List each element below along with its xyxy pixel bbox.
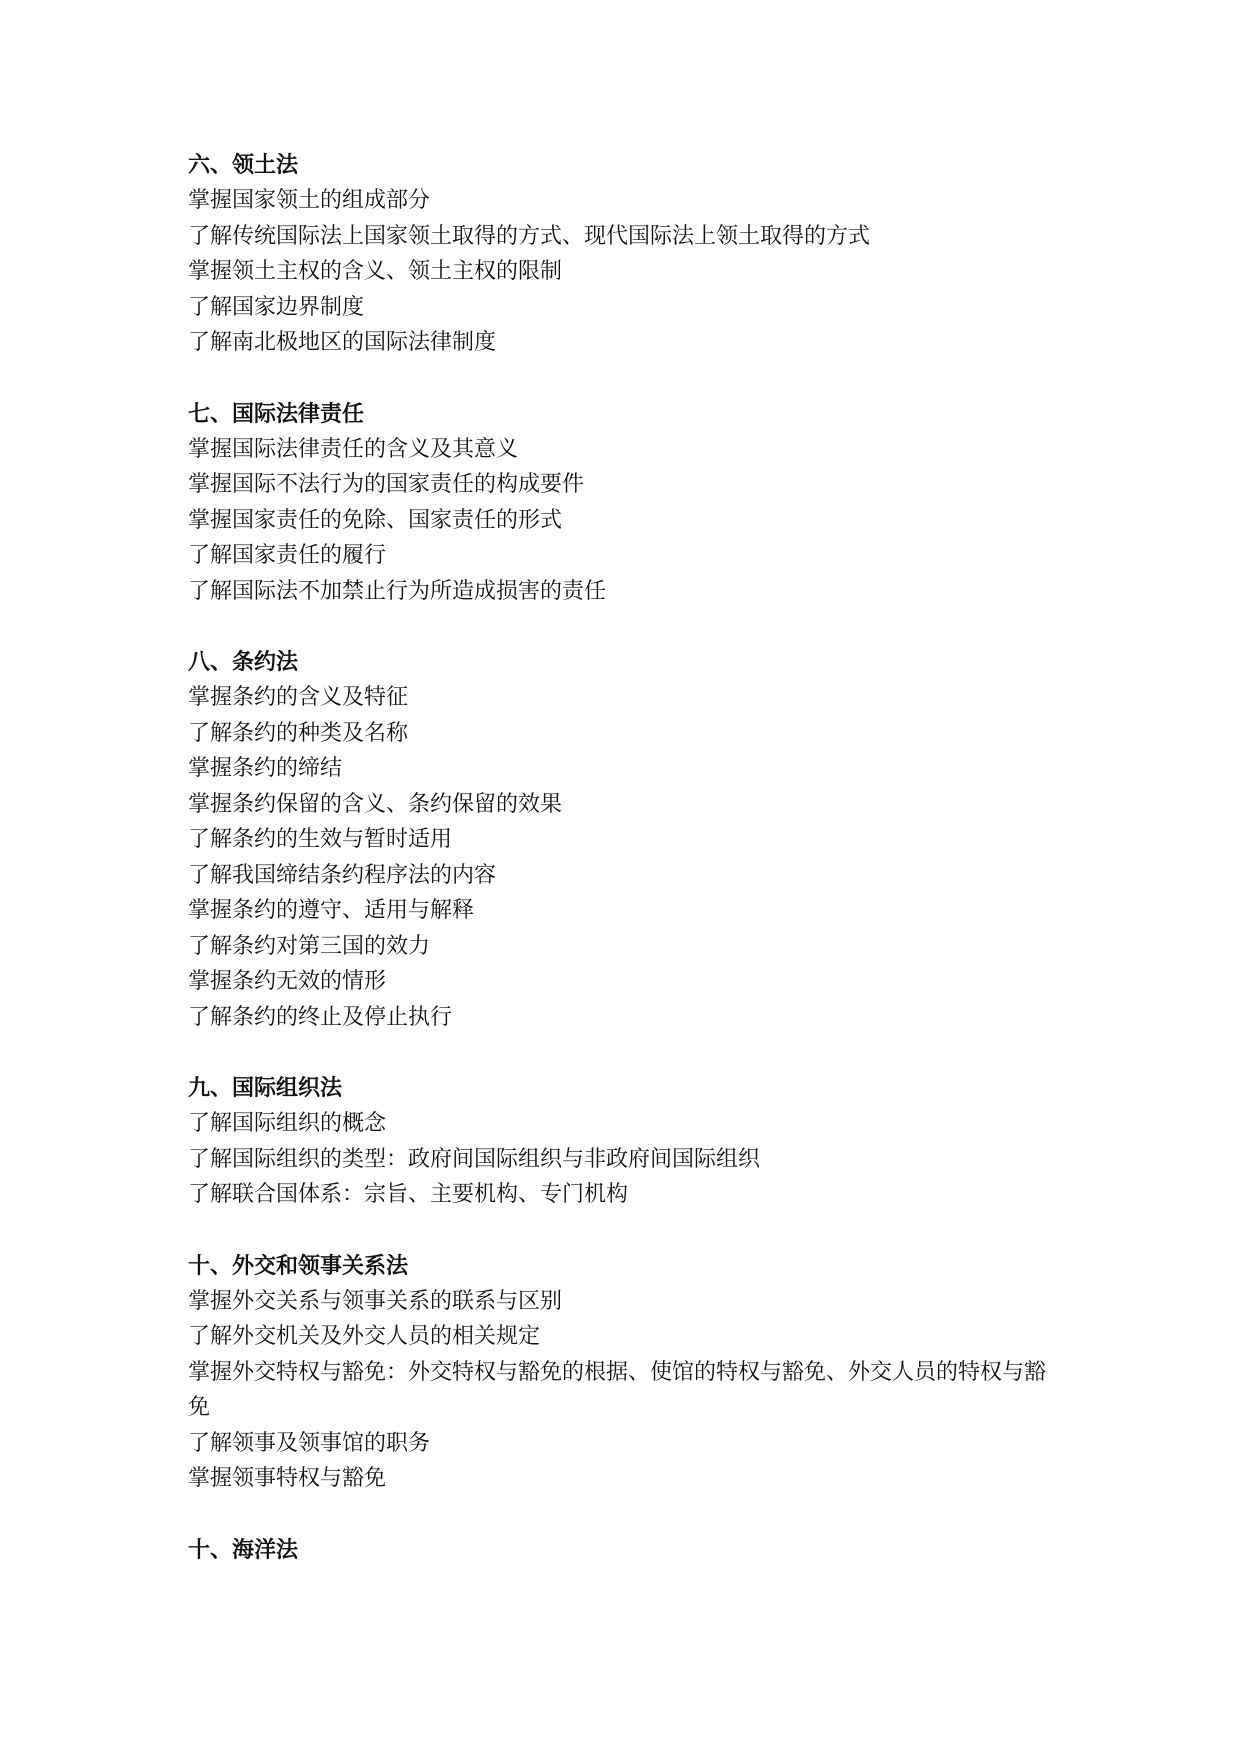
list-item: 了解条约的种类及名称 xyxy=(188,720,409,746)
list-item: 了解领事及领事馆的职务 xyxy=(188,1430,431,1456)
section-heading: 九、国际组织法 xyxy=(188,1076,343,1101)
list-item: 掌握国家责任的免除、国家责任的形式 xyxy=(188,507,563,533)
list-item: 了解国家边界制度 xyxy=(188,294,365,320)
list-item: 掌握条约的缔结 xyxy=(188,756,343,781)
list-item: 掌握外交关系与领事关系的联系与区别 xyxy=(188,1288,563,1314)
list-item: 了解我国缔结条约程序法的内容 xyxy=(188,862,497,888)
section-heading: 十、海洋法 xyxy=(188,1537,299,1563)
section-law-of-the-sea xyxy=(188,1533,1088,1568)
list-item: 掌握外交特权与豁免：外交特权与豁免的根据、使馆的特权与豁免、外交人员的特权与豁免 xyxy=(188,1359,1047,1420)
list-item: 了解条约的生效与暂时适用 xyxy=(188,827,453,852)
list-item: 了解传统国际法上国家领土取得的方式、现代国际法上领土取得的方式 xyxy=(188,223,871,249)
document-page xyxy=(188,148,1088,1604)
section-international-legal-responsibility xyxy=(188,397,1088,610)
list-item: 掌握国家领土的组成部分 xyxy=(188,188,431,213)
list-item: 了解条约的终止及停止执行 xyxy=(188,1004,453,1030)
list-item: 掌握领土主权的含义、领土主权的限制 xyxy=(188,259,563,284)
list-item: 了解国际组织的类型：政府间国际组织与非政府间国际组织 xyxy=(188,1146,761,1172)
section-diplomatic-consular-law xyxy=(188,1249,1088,1497)
list-item: 了解国家责任的履行 xyxy=(188,543,387,568)
section-territory-law xyxy=(188,148,1088,361)
list-item: 了解外交机关及外交人员的相关规定 xyxy=(188,1324,541,1349)
list-item: 掌握条约无效的情形 xyxy=(188,969,387,994)
section-heading: 八、条约法 xyxy=(188,650,299,675)
list-item: 掌握条约的含义及特征 xyxy=(188,685,409,710)
list-item: 掌握领事特权与豁免 xyxy=(188,1466,387,1491)
list-item: 了解国际组织的概念 xyxy=(188,1111,387,1136)
section-treaty-law xyxy=(188,645,1088,1035)
list-item: 掌握条约的遵守、适用与解释 xyxy=(188,898,475,923)
list-item: 了解国际法不加禁止行为所造成损害的责任 xyxy=(188,578,607,604)
section-international-organization-law xyxy=(188,1071,1088,1213)
section-heading: 六、领土法 xyxy=(188,153,299,178)
section-heading: 十、外交和领事关系法 xyxy=(188,1253,409,1279)
list-item: 掌握条约保留的含义、条约保留的效果 xyxy=(188,791,563,817)
list-item: 掌握国际法律责任的含义及其意义 xyxy=(188,436,519,462)
list-item: 了解南北极地区的国际法律制度 xyxy=(188,330,497,355)
list-item: 了解联合国体系：宗旨、主要机构、专门机构 xyxy=(188,1182,629,1207)
list-item: 掌握国际不法行为的国家责任的构成要件 xyxy=(188,472,585,497)
section-heading: 七、国际法律责任 xyxy=(188,401,365,427)
list-item: 了解条约对第三国的效力 xyxy=(188,933,431,959)
